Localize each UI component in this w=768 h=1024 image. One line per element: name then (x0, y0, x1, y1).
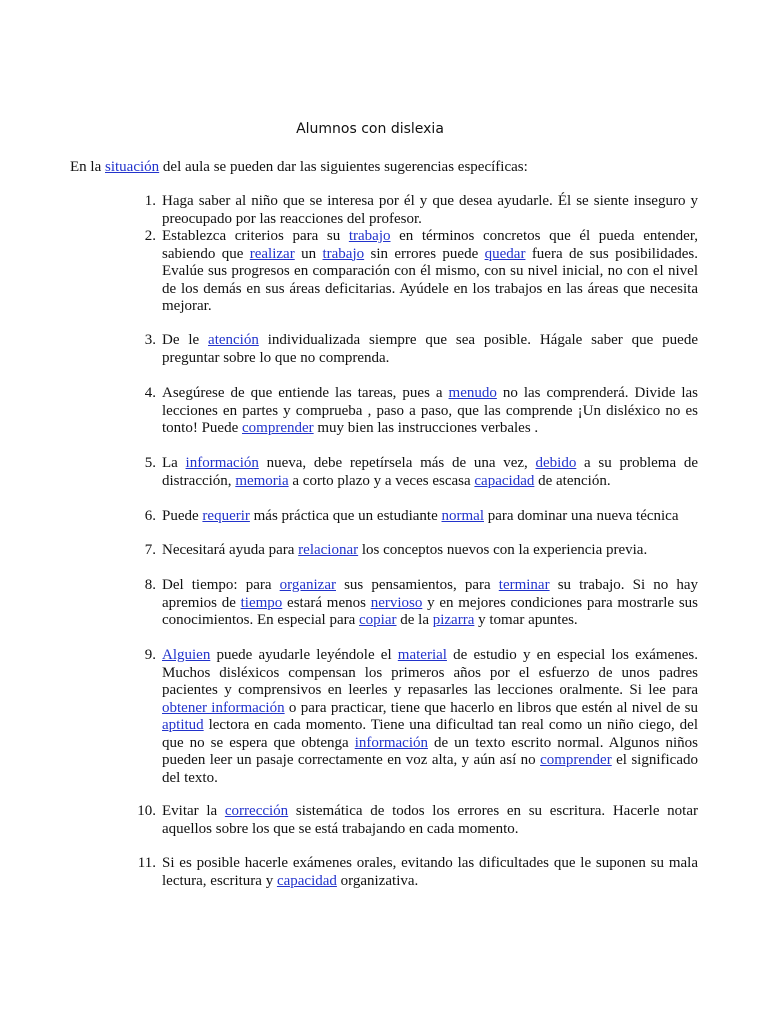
inline-link[interactable]: obtener información (162, 699, 285, 716)
text-run: el significado del texto. (162, 752, 698, 786)
item-text (162, 855, 698, 890)
inline-link[interactable]: información (354, 734, 428, 751)
text-run: Establezca criterios para su (162, 228, 349, 244)
inline-link[interactable]: terminar (498, 577, 550, 593)
inline-link[interactable]: comprender (540, 752, 612, 768)
item-number: 10. (137, 803, 156, 819)
text-run: En la (70, 159, 105, 175)
item-number: 6. (144, 508, 156, 524)
text-run: sin errores puede (364, 245, 485, 262)
text-run: no las comprenderá. Divide las lecciones en partes y comprueba , paso a paso, que las comprende ¡Un disléxico no es tonto! Puede (162, 385, 698, 436)
inline-link[interactable]: debido (535, 455, 577, 471)
inline-link[interactable]: quedar (484, 245, 526, 262)
inline-link[interactable]: Alguien (162, 647, 211, 663)
item-text (162, 577, 698, 630)
inline-link[interactable]: nervioso (370, 594, 423, 611)
inline-link[interactable]: capacidad (474, 472, 535, 489)
text-run: Asegúrese de que entiende las tareas, pues a (162, 385, 449, 401)
text-run: individualizada siempre que sea posible. Hágale saber que puede preguntar sobre lo que no comprenda. (162, 332, 698, 366)
text-run: y en mejores condiciones para mostrarle sus conocimientos. En especial para (162, 594, 698, 628)
text-run: De le (162, 332, 209, 348)
list-item (132, 455, 698, 490)
list-item (132, 508, 698, 526)
list-item (132, 542, 698, 560)
text-run: La (162, 455, 186, 471)
item-number: 1. (144, 193, 156, 209)
text-run: organizativa. (336, 872, 419, 889)
inline-link[interactable]: trabajo (322, 245, 365, 262)
item-text (162, 193, 698, 228)
inline-link[interactable]: aptitud (162, 717, 204, 733)
list-item (132, 193, 698, 228)
text-run: nueva, debe repetírsela más de una vez, (258, 455, 536, 471)
list-item (132, 385, 698, 438)
text-run: Si es posible hacerle exámenes orales, evitando las dificultades que le suponen su mala lectura, escritura y (162, 855, 698, 889)
list-item (132, 577, 698, 630)
item-number: 7. (144, 542, 156, 558)
inline-link[interactable]: capacidad (276, 872, 337, 889)
inline-link[interactable]: relacionar (298, 542, 359, 558)
list-item (132, 803, 698, 838)
list-item (132, 647, 698, 787)
item-text (162, 647, 698, 787)
item-text (162, 228, 698, 316)
inline-link[interactable]: requerir (202, 508, 250, 524)
text-run: estará menos (282, 594, 371, 611)
inline-link[interactable]: comprender (242, 420, 314, 436)
item-text (162, 332, 698, 367)
list-item (132, 332, 698, 367)
text-run: sistemática de todos los errores en su escritura. Hacerle notar aquellos sobre los que se está trabajando en cada momento. (162, 803, 698, 837)
inline-link[interactable]: memoria (235, 472, 289, 489)
inline-link[interactable]: trabajo (348, 228, 391, 244)
item-text (162, 455, 698, 490)
inline-link[interactable]: menudo (448, 385, 497, 401)
item-text (162, 385, 698, 438)
inline-link[interactable]: pizarra (432, 612, 475, 628)
item-text (162, 508, 698, 526)
inline-link[interactable]: material (397, 647, 447, 663)
text-run: fuera de sus posibilidades. Evalúe sus progresos en comparación con él mismo, con su nivel inicial, no con el nivel de los demás en sus áreas deficitarias. Ayúdele en los trabajos en las áreas que necesita mejorar. (162, 245, 699, 314)
item-number: 4. (144, 385, 156, 401)
text-run: para dominar una nueva técnica (484, 508, 679, 524)
text-run: de estudio y en especial los exámenes. Muchos disléxicos compensan los primeros años por el esfuerzo de unos padres pacientes y comprensivos en leerles y repasarles las lecciones oralmente. Si lee para (162, 647, 698, 698)
item-number: 5. (144, 455, 156, 471)
item-number: 11. (137, 855, 156, 871)
item-number: 9. (144, 647, 156, 663)
inline-link[interactable]: corrección (224, 803, 289, 819)
text-run: lectora en cada momento. Tiene una dificultad tan real como un niño ciego, del que no se espera que obtenga (162, 717, 698, 751)
text-run: los conceptos nuevos con la experiencia previa. (358, 542, 648, 558)
text-run: más práctica que un estudiante (249, 508, 442, 524)
text-run: de la (396, 612, 433, 628)
inline-link[interactable]: información (185, 455, 259, 471)
text-run: su trabajo. Si no hay apremios de (162, 577, 699, 611)
inline-link[interactable]: realizar (249, 245, 295, 262)
text-run: muy bien las instrucciones verbales . (313, 420, 539, 436)
text-run: o para practicar, tiene que hacerlo en libros que estén al nivel de su (284, 699, 698, 716)
inline-link[interactable]: situación (105, 159, 160, 175)
text-run: puede ayudarle leyéndole el (210, 647, 398, 663)
text-run: del aula se pueden dar las siguientes sugerencias específicas: (159, 159, 528, 175)
text-run: a corto plazo y a veces escasa (288, 472, 475, 489)
text-run: Necesitará ayuda para (162, 542, 299, 558)
item-number: 2. (144, 228, 156, 244)
item-number: 3. (144, 332, 156, 348)
list-item (132, 228, 698, 316)
text-run: Haga saber al niño que se interesa por él y que desea ayudarle. Él se siente inseguro y preocupado por las reacciones del profesor. (162, 193, 698, 227)
text-run: Del tiempo: para (162, 577, 280, 593)
item-text (162, 542, 698, 560)
inline-link[interactable]: copiar (359, 612, 397, 628)
text-run: Evitar la (162, 803, 225, 819)
inline-link[interactable]: tiempo (240, 594, 283, 611)
text-run: de un texto escrito normal. Algunos niños pueden leer un pasaje correctamente en voz alta, y aún así no (162, 734, 698, 768)
inline-link[interactable]: normal (441, 508, 484, 524)
item-number: 8. (144, 577, 156, 593)
text-run: sus pensamientos, para (335, 577, 499, 593)
text-run: y tomar apuntes. (474, 612, 578, 628)
intro-paragraph (70, 159, 710, 177)
text-run: a su problema de distracción, (162, 455, 698, 489)
inline-link[interactable]: organizar (279, 577, 336, 593)
list-item (132, 855, 698, 890)
inline-link[interactable]: atención (208, 332, 259, 348)
text-run: un (294, 245, 323, 262)
item-text (162, 803, 698, 838)
text-run: de atención. (534, 472, 611, 489)
text-run: en términos concretos que él pueda entender, sabiendo que (162, 228, 698, 262)
text-run: Puede (162, 508, 203, 524)
document-title: Alumnos con dislexia (296, 121, 444, 137)
